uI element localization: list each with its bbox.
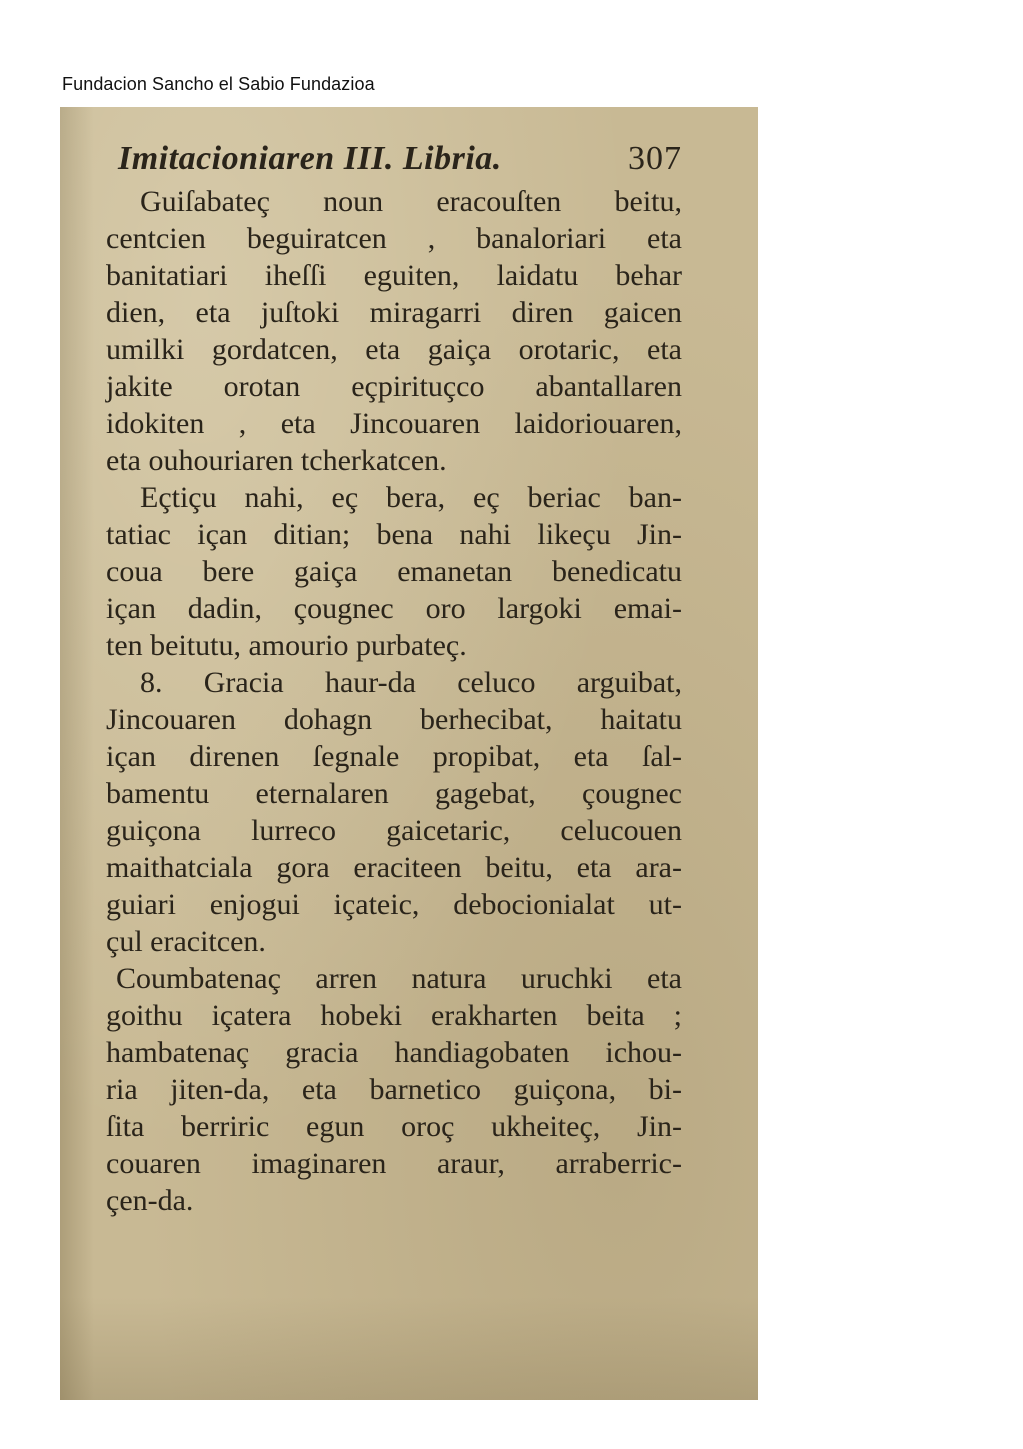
library-header: Fundacion Sancho el Sabio Fundazioa (62, 74, 375, 94)
scanned-book-page (60, 107, 758, 1400)
text-line: eta ouhouriaren tcherkatcen. (106, 444, 447, 477)
text-line: çul eracitcen. (106, 925, 266, 958)
text-line: centcien beguiratcen , banaloriari eta (106, 222, 682, 255)
text-line: bamentu eternalaren gagebat, çougnec (106, 777, 682, 810)
text-line: Coumbatenaç arren natura uruchki eta (116, 962, 682, 995)
page-number: 307 (628, 140, 682, 177)
running-head (118, 137, 682, 181)
text-line: hambatenaç gracia handiagobaten ichou- (106, 1036, 682, 1069)
text-line: ten beitutu, amourio purbateç. (106, 629, 467, 662)
text-line: çen-da. (106, 1184, 194, 1217)
text-line: couaren imaginaren araur, arraberric- (106, 1147, 682, 1180)
text-line: Jincouaren dohagn berhecibat, haitatu (106, 703, 682, 736)
text-line: dien, eta juſtoki miragarri diren gaicen (106, 296, 682, 329)
running-title: Imitacioniaren III. Libria. (118, 140, 502, 177)
text-line: guiçona lurreco gaicetaric, celucouen (106, 814, 682, 847)
page-text-block (106, 137, 682, 1219)
text-line: içan dadin, çougnec oro largoki emai- (106, 592, 682, 625)
text-line: umilki gordatcen, eta gaiça orotaric, eta (106, 333, 682, 366)
text-line: goithu içatera hobeki erakharten beita ; (106, 999, 682, 1032)
text-line: tatiac içan ditian; bena nahi likeçu Jin- (106, 518, 682, 551)
text-line: Guiſabateç noun eracouſten beitu, (140, 185, 682, 218)
text-line: guiari enjogui içateic, debocionialat ut- (106, 888, 682, 921)
text-line: idokiten , eta Jincouaren laidoriouaren, (106, 407, 682, 440)
text-line: coua bere gaiça emanetan benedicatu (106, 555, 682, 588)
text-line: Eçtiçu nahi, eç bera, eç beriac ban- (140, 481, 682, 514)
text-line: banitatiari iheſſi eguiten, laidatu behar (106, 259, 682, 292)
text-line: ſita berriric egun oroç ukheiteç, Jin- (106, 1110, 682, 1143)
text-line: 8. Gracia haur-da celuco arguibat, (140, 666, 682, 699)
text-line: maithatciala gora eraciteen beitu, eta ara- (106, 851, 682, 884)
text-line: jakite orotan eçpirituçco abantallaren (106, 370, 682, 403)
text-line: içan direnen ſegnale propibat, eta ſal- (106, 740, 682, 773)
text-line: ria jiten-da, eta barnetico guiçona, bi- (106, 1073, 682, 1106)
